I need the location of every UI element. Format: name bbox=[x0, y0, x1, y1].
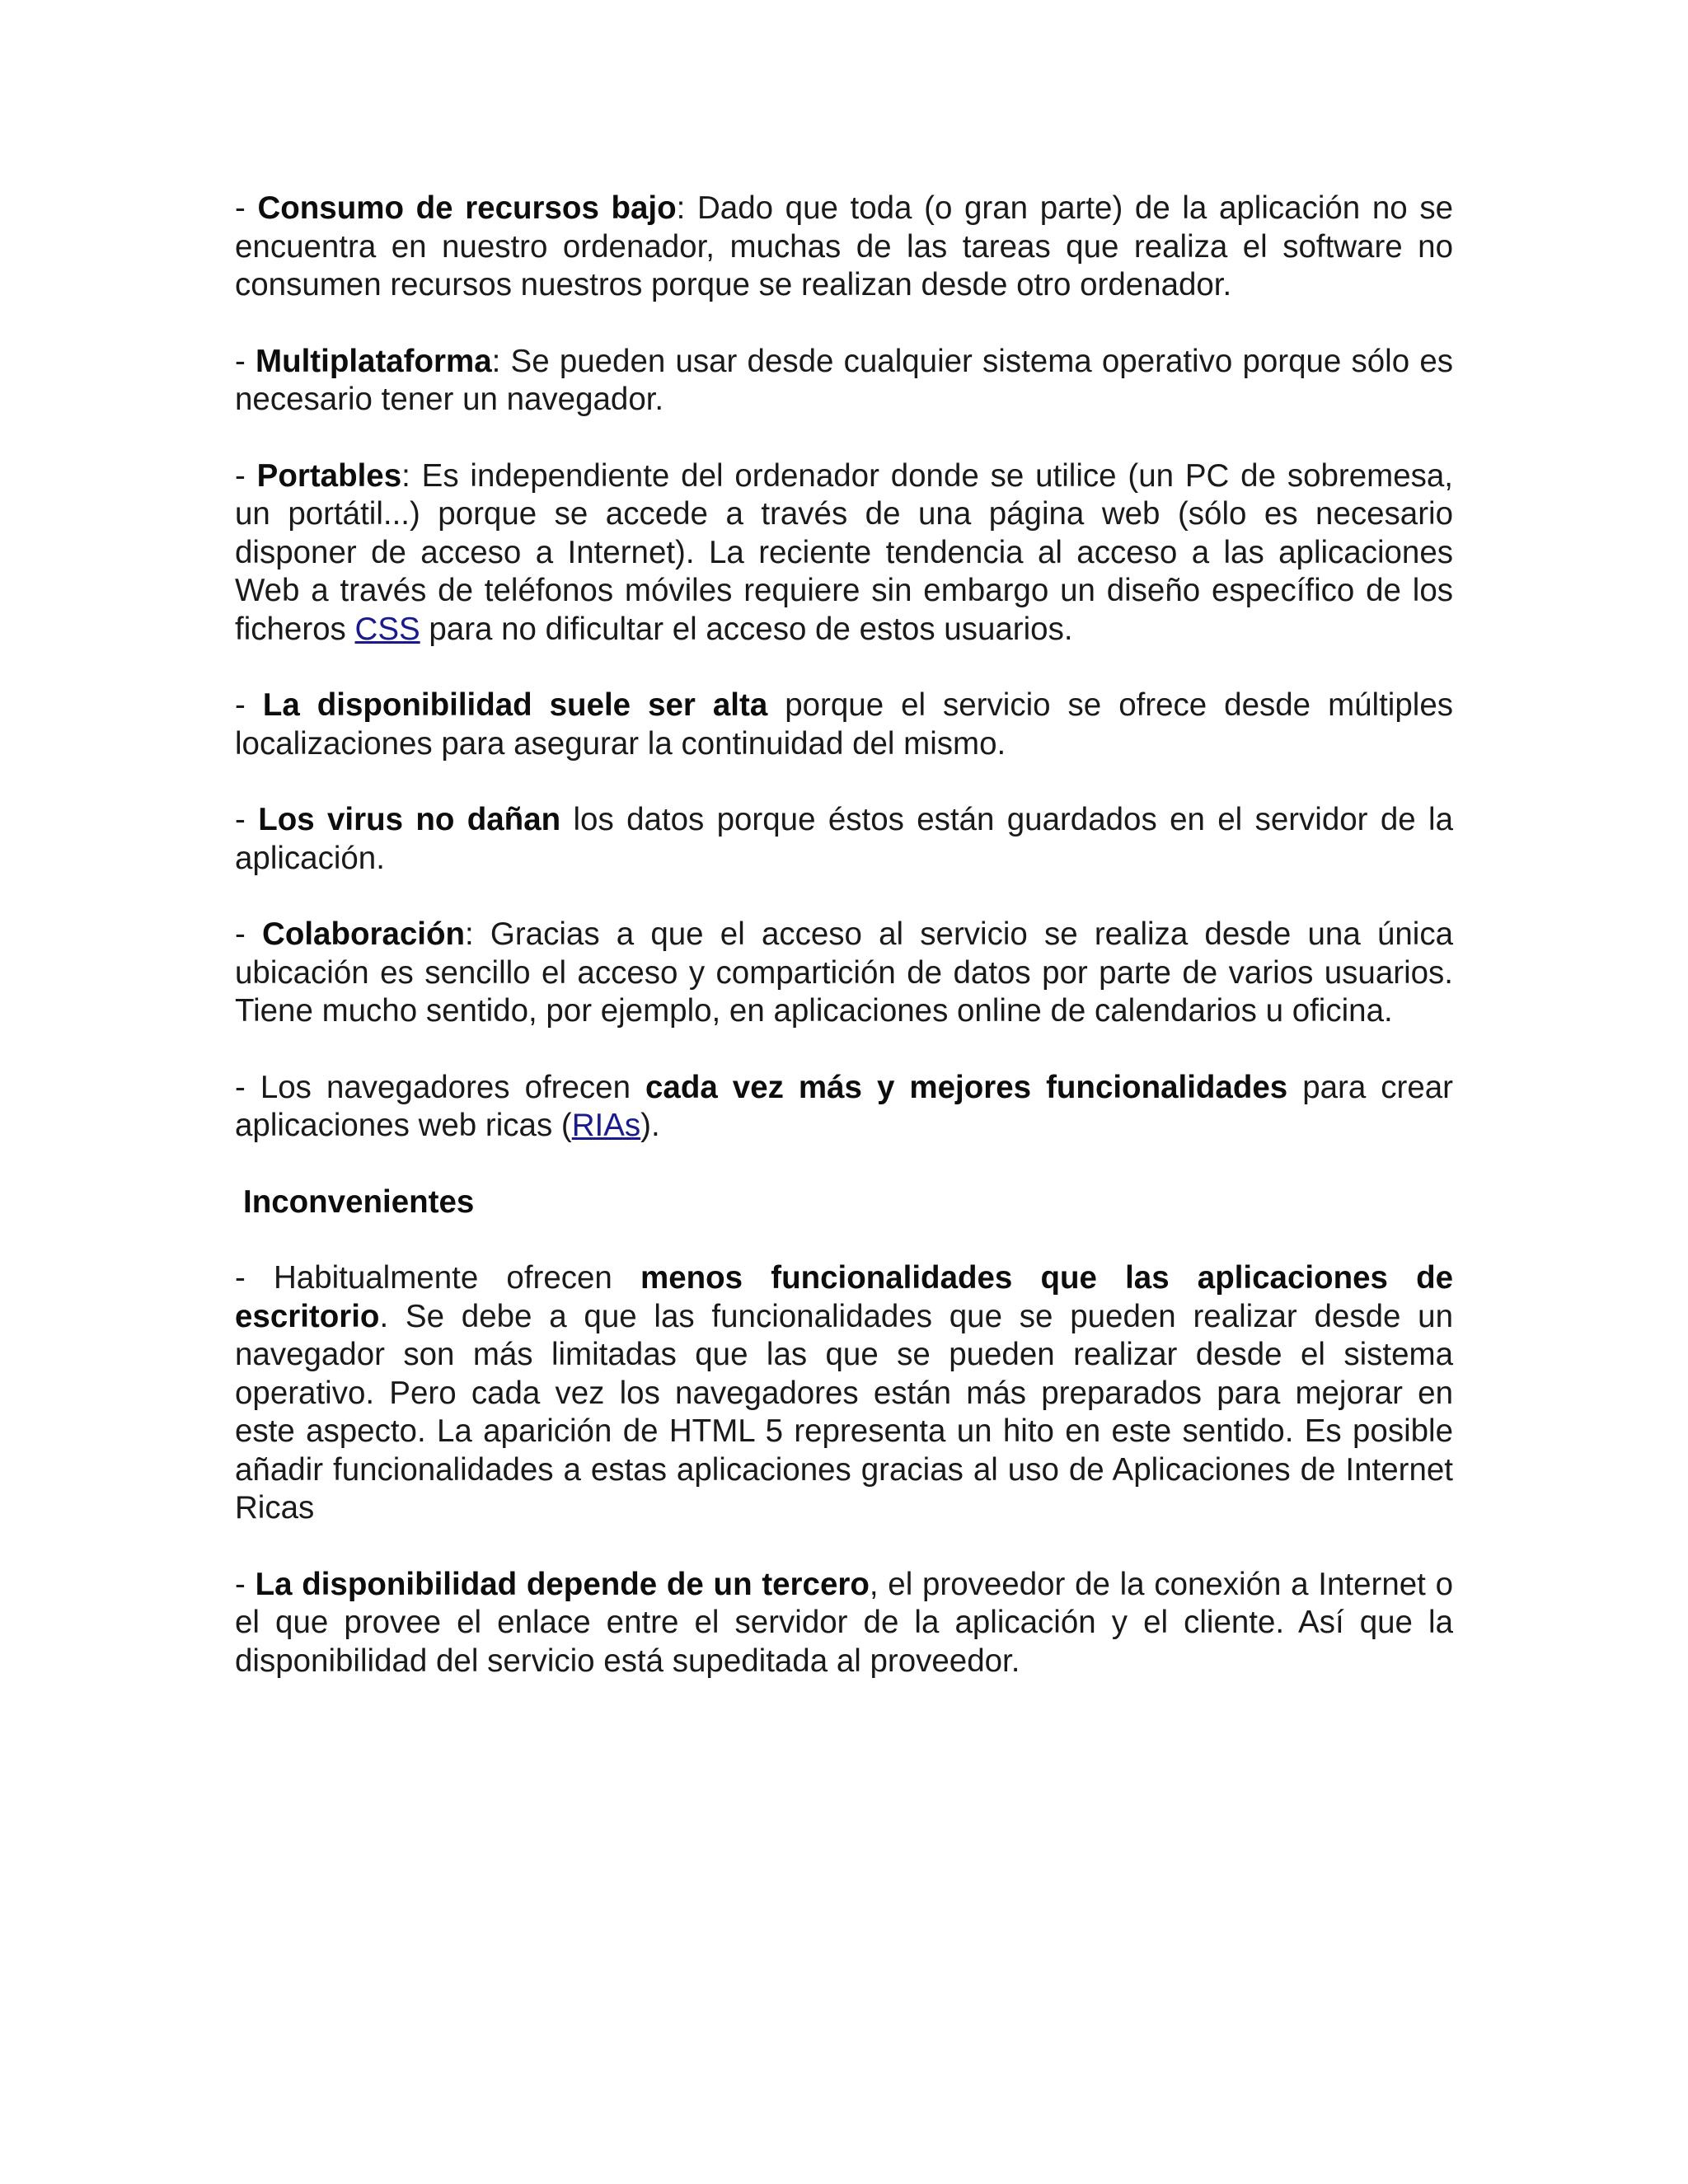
paragraph-text: ). bbox=[640, 1108, 660, 1143]
paragraph-bold-term: La disponibilidad depende de un tercero bbox=[255, 1566, 870, 1602]
paragraph-text: porque el servicio se ofrece desde múltiples localizaciones para asegurar la continuidad del mismo. bbox=[235, 687, 1453, 762]
paragraph-menos-funcionalidades bbox=[235, 1259, 1453, 1528]
paragraph-prefix: - bbox=[235, 343, 256, 379]
rias-link[interactable]: RIAs bbox=[571, 1108, 641, 1143]
paragraph-bold-term: La disponibilidad suele ser alta bbox=[262, 687, 768, 723]
paragraph-prefix: - bbox=[235, 190, 258, 226]
paragraph-text: para crear aplicaciones web ricas ( bbox=[235, 1069, 1453, 1143]
css-link[interactable]: CSS bbox=[354, 611, 420, 647]
paragraph-bold-term: Consumo de recursos bajo bbox=[257, 190, 677, 226]
paragraph-text: los datos porque éstos están guardados en el servidor de la aplicación. bbox=[235, 802, 1453, 876]
paragraph-bold-term: Colaboración bbox=[262, 916, 466, 952]
paragraph-bold-term: Multiplataforma bbox=[256, 343, 492, 379]
paragraph-prefix: - bbox=[235, 916, 263, 952]
paragraph-navegadores bbox=[235, 1069, 1453, 1146]
paragraph-portables bbox=[235, 457, 1453, 649]
paragraph-bold-term: Portables bbox=[256, 457, 402, 494]
paragraph-text: para no dificultar el acceso de estos usuarios. bbox=[420, 611, 1073, 647]
paragraph-text: : Es independiente del ordenador donde se utilice (un PC de sobremesa, un portátil...) porque se accede a través de una página web (sólo es necesario disponer de acceso a Internet). La reciente tendencia al acceso a las aplicaciones Web a través de teléfonos móviles requiere sin embargo un diseño específico de los ficheros bbox=[235, 457, 1453, 647]
paragraph-colaboracion bbox=[235, 916, 1453, 1031]
paragraph-prefix: - bbox=[235, 1566, 256, 1602]
paragraph-bold-term: Los virus no dañan bbox=[258, 802, 561, 837]
paragraph-bold-term: menos funcionalidades que las aplicaciones de escritorio bbox=[235, 1260, 1453, 1334]
paragraph-text: . Se debe a que las funcionalidades que se pueden realizar desde un navegador son más limitadas que las que se pueden realizar desde el sistema operativo. Pero cada vez los navegadores están más preparados para mejorar en este aspecto. La aparición de HTML 5 representa un hito en este sentido. Es posible añadir funcionalidades a estas aplicaciones gracias al uso de Aplicaciones de Internet Ricas bbox=[235, 1298, 1453, 1526]
paragraph-disponibilidad-alta bbox=[235, 687, 1453, 763]
document-page bbox=[235, 190, 1453, 1718]
paragraph-prefix: - bbox=[235, 802, 259, 837]
paragraph-prefix: - bbox=[235, 687, 263, 723]
paragraph-text: , el proveedor de la conexión a Internet o el que provee el enlace entre el servidor de la aplicación y el cliente. Así que la disponibilidad del servicio está supeditada al proveedor. bbox=[235, 1566, 1453, 1679]
paragraph-prefix: - bbox=[235, 457, 257, 494]
paragraph-multiplataforma bbox=[235, 343, 1453, 419]
paragraph-bold-term: cada vez más y mejores funcionalidades bbox=[645, 1069, 1288, 1105]
paragraph-prefix: - Habitualmente ofrecen bbox=[235, 1260, 640, 1296]
paragraph-text: : Dado que toda (o gran parte) de la aplicación no se encuentra en nuestro ordenador, muchas de las tareas que realiza el software no consumen recursos nuestros porque se realizan desde otro ordenador. bbox=[235, 190, 1453, 302]
paragraph-text: : Gracias a que el acceso al servicio se realiza desde una única ubicación es sencillo el acceso y compartición de datos por parte de varios usuarios. Tiene mucho sentido, por ejemplo, en aplicaciones online de calendarios u oficina. bbox=[235, 916, 1453, 1029]
paragraph-disponibilidad-tercero bbox=[235, 1566, 1453, 1681]
paragraph-consumo-recursos bbox=[235, 190, 1453, 305]
paragraph-text: : Se pueden usar desde cualquier sistema operativo porque sólo es necesario tener un navegador. bbox=[235, 343, 1453, 417]
paragraph-virus bbox=[235, 801, 1453, 878]
paragraph-prefix: - Los navegadores ofrecen bbox=[235, 1069, 646, 1105]
section-heading-inconvenientes: Inconvenientes bbox=[243, 1183, 475, 1220]
